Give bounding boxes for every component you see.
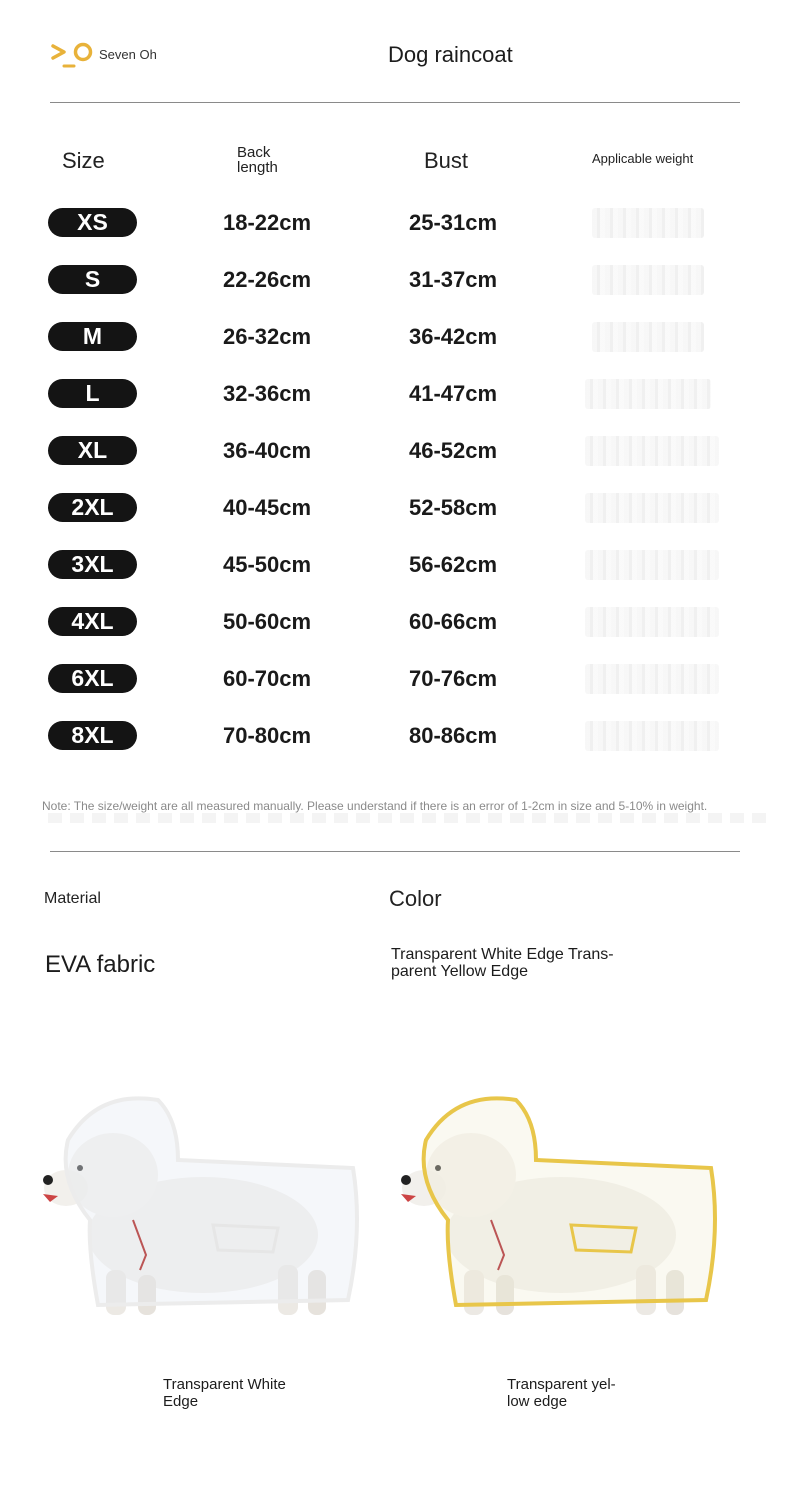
weight-value-blurred [585,607,719,637]
size-badge: 2XL [48,493,137,522]
size-badge: L [48,379,137,408]
back-length-value: 26-32cm [223,324,312,349]
caption-white-edge: Transparent White Edge [163,1376,286,1410]
material-value: EVA fabric [45,951,156,978]
size-row [0,436,790,466]
back-length-value: 60-70cm [223,666,312,691]
weight-value-blurred [585,493,719,523]
size-badge: 6XL [48,664,137,693]
bust-value: 46-52cm [409,438,498,463]
back-length-value: 22-26cm [223,267,312,292]
bust-value: 60-66cm [409,609,498,634]
color-label: Color [389,886,442,911]
header-back-length [237,145,297,175]
size-badge: S [48,265,137,294]
size-badge: XS [48,208,137,237]
bust-value: 56-62cm [409,552,498,577]
header-back-line2: length [237,159,278,176]
size-row [0,664,790,694]
header-back-line1: Back [237,144,271,161]
back-length-value: 18-22cm [223,210,312,235]
size-badge: M [48,322,137,351]
back-length-value: 50-60cm [223,609,312,634]
size-row [0,493,790,523]
size-row [0,607,790,637]
bust-value: 41-47cm [409,381,498,406]
back-length-value: 45-50cm [223,552,312,577]
weight-value-blurred [592,208,704,238]
material-label: Material [44,890,101,907]
size-row [0,208,790,238]
note-smudge [48,813,768,823]
size-row [0,322,790,352]
dog-white-edge-image [28,1080,368,1330]
bust-value: 36-42cm [409,324,498,349]
color-value: Transparent White Edge Trans- parent Yellow Edge [391,946,614,980]
size-badge: XL [48,436,137,465]
weight-value-blurred [585,550,719,580]
size-row [0,721,790,751]
size-badge: 8XL [48,721,137,750]
bust-value: 31-37cm [409,267,498,292]
size-badge: 4XL [48,607,137,636]
bust-value: 52-58cm [409,495,498,520]
weight-value-blurred [585,379,711,409]
back-length-value: 40-45cm [223,495,312,520]
bust-value: 70-76cm [409,666,498,691]
back-length-value: 36-40cm [223,438,312,463]
brand-logo [50,40,96,72]
size-row [0,379,790,409]
dog-yellow-edge-image [386,1080,726,1330]
divider [50,102,740,103]
back-length-value: 32-36cm [223,381,312,406]
weight-value-blurred [592,265,704,295]
header-bust: Bust [424,148,469,173]
size-row [0,265,790,295]
weight-value-blurred [585,721,719,751]
measurement-note: Note: The size/weight are all measured manually. Please understand if there is an error of 1-2cm in size and 5-10% in weight. [42,799,708,813]
divider [50,851,740,852]
product-title: Dog raincoat [388,42,513,67]
bust-value: 80-86cm [409,723,498,748]
caption-yellow-edge: Transparent yel- low edge [507,1376,616,1410]
weight-value-blurred [592,322,704,352]
header-size: Size [62,148,105,173]
size-row [0,550,790,580]
weight-value-blurred [585,436,719,466]
size-badge: 3XL [48,550,137,579]
brand-name: Seven Oh [99,47,157,62]
back-length-value: 70-80cm [223,723,312,748]
header-applicable-weight: Applicable weight [592,151,694,166]
weight-value-blurred [585,664,719,694]
bust-value: 25-31cm [409,210,498,235]
